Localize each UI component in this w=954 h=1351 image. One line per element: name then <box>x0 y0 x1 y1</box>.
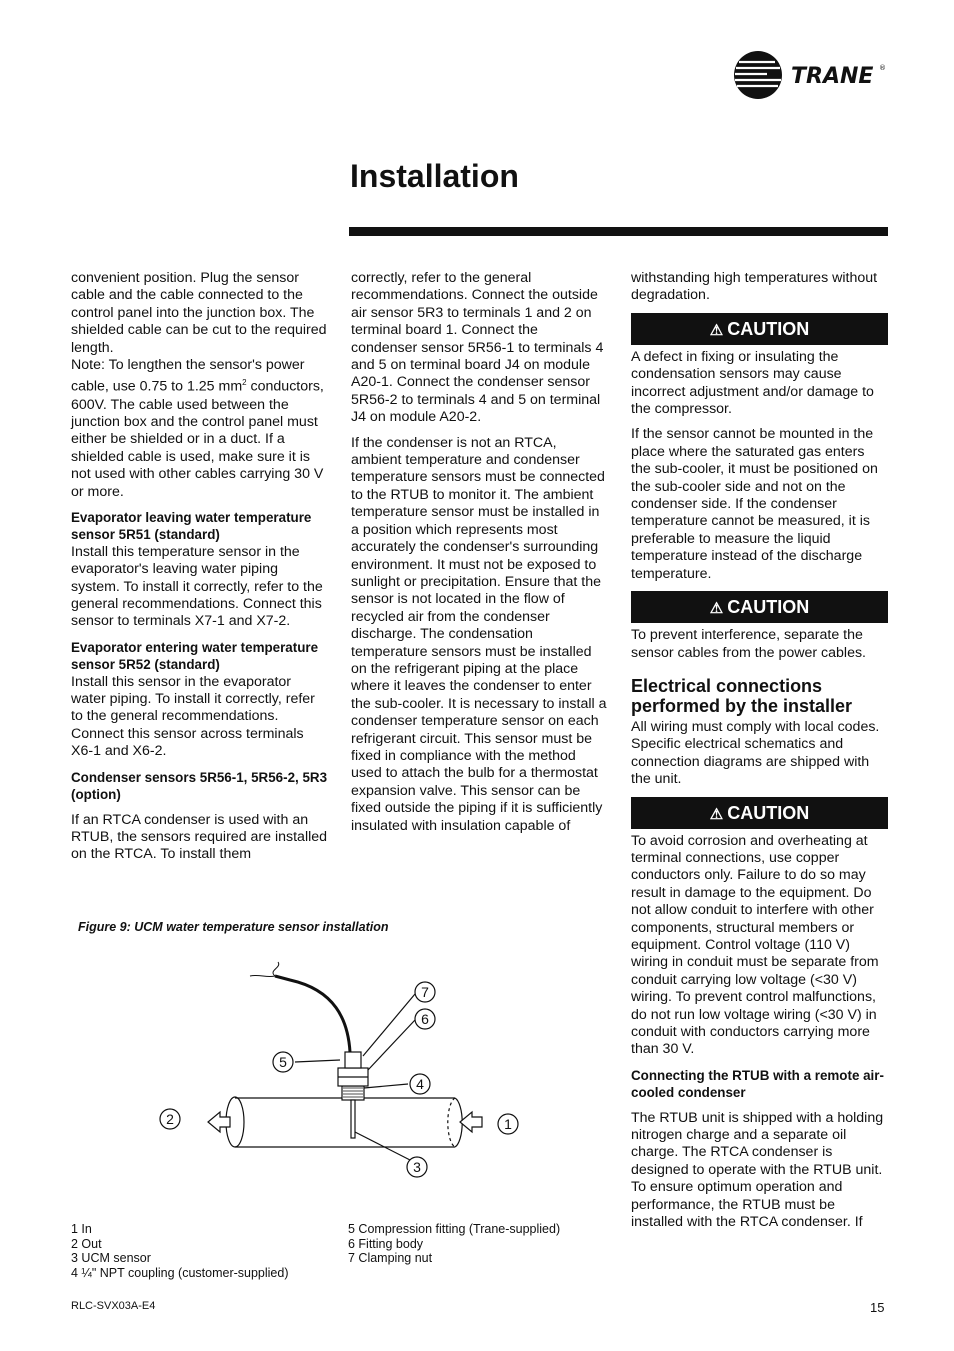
legend-item: 2 Out <box>71 1236 102 1251</box>
warning-icon: ⚠ <box>709 600 724 618</box>
legend-item: 7 Clamping nut <box>348 1251 433 1265</box>
subheading: Condenser sensors 5R56-1, 5R56-2, 5R3 (option) <box>71 769 328 803</box>
paragraph: A defect in fixing or insulating the condensation sensors may cause incorrect adjustment and/or damage to the compressor. <box>631 348 874 418</box>
paragraph: The RTUB unit is shipped with a holding nitrogen charge and a separate oil charge. The RTCA condenser is designed to operate with the RTUB unit. To ensure optimum operation and performance, the RTUB must be installed with the RTCA condenser. If <box>631 1109 884 1231</box>
callout-2: 2 <box>166 1111 174 1127</box>
caution-banner: ⚠ CAUTION <box>631 591 888 623</box>
page-number: 15 <box>870 1300 885 1315</box>
paragraph: Install this sensor in the evaporator water piping. To install it correctly, refer to the general recommendations. Connect this sensor across terminals X6-1 and X6-2. <box>71 673 315 760</box>
paragraph: If the sensor cannot be mounted in the place where the saturated gas enters the sub-cooler, it must be positioned on the sub-cooler side and not on the condenser side. If the condenser temperature cannot be measured, it is preferable to measure the liquid temperature instead of the discharge temperature. <box>631 426 878 582</box>
paragraph: If the condenser is not an RTCA, ambient temperature and condenser temperature sensors must be connected to the RTUB to monitor it. The ambient temperature sensor must be installed in a position which represents most accurately the condenser's surrounding environment. It must not be exposed to sunlight or precipitation. Ensure that the sensor is not located in the flow of recycled air from the condenser discharge. The condensation temperature sensors must be installed on the refrigerant piping at the place where it leaves the condenser to enter the sub-cooler. It is necessary to install a condenser temperature sensor on each refrigerant circuit. This sensor must be fixed in compliance with the method used to attach the bulb for a thermostat expansion valve. This sensor can be fixed outside the piping if it is sufficiently insulated with insulation capable of <box>351 434 607 834</box>
column-1 <box>71 270 329 872</box>
callout-4: 4 <box>416 1076 424 1092</box>
title-rule <box>349 227 888 236</box>
subheading: Evaporator leaving water temperature sensor 5R51 (standard) <box>71 510 312 543</box>
column-2 <box>351 270 607 843</box>
legend-item: 4 ¼" NPT coupling (customer-supplied) <box>71 1265 289 1280</box>
caution-banner: ⚠ CAUTION <box>631 797 888 829</box>
figure-legend-left <box>71 1222 289 1280</box>
caution-banner: ⚠ CAUTION <box>631 313 888 345</box>
subheading: Evaporator entering water temperature sensor 5R52 (standard) <box>71 639 319 673</box>
callout-5: 5 <box>279 1054 287 1070</box>
paragraph: Install this temperature sensor in the evaporator's leaving water piping system. To install it correctly, refer to the general recommendations. Connect this sensor to terminals X7-1 and X7-2. <box>71 543 323 630</box>
callout-1: 1 <box>504 1116 512 1132</box>
warning-icon: ⚠ <box>709 321 724 339</box>
trane-logo-text: TRANE <box>791 64 874 89</box>
figure-caption: Figure 9: UCM water temperature sensor installation <box>78 920 389 934</box>
paragraph: correctly, refer to the general recommendations. Connect the outside air sensor 5R3 to terminals 1 and 2 on terminal board 1. Connect the condenser sensor 5R56-1 to terminals 4 and 5 on terminal board J4 on module A20-1. Connect the condenser sensor 5R56-2 to terminals 4 and 5 on terminal J4 on module A20-2. <box>351 270 604 426</box>
figure-legend-right <box>348 1222 560 1266</box>
legend-item: 3 UCM sensor <box>71 1251 151 1265</box>
paragraph: To avoid corrosion and overheating at terminal connections, use copper conductors only. Failure to do so may result in damage to the equipment. Do not allow conduit to interfere with other components, structural members or equipment. Control voltage (110 V) wiring in conduit must be separate from conduit carrying low voltage (<30 V) wiring. To prevent control malfunctions, do not run low voltage wiring (<30 V) in conduit with conductors carrying more than 30 V. <box>631 832 879 1058</box>
legend-item: 5 Compression fitting (Trane-supplied) <box>348 1222 561 1236</box>
callout-7: 7 <box>421 984 429 1000</box>
legend-item: 6 Fitting body <box>348 1236 424 1251</box>
paragraph: withstanding high temperatures without degradation. <box>631 270 878 304</box>
section-heading: Electrical connections performed by the installer <box>631 675 853 716</box>
registered-mark: ® <box>879 64 886 72</box>
paragraph: All wiring must comply with local codes. Specific electrical schematics and connection diagrams are shipped with the unit. <box>631 718 880 788</box>
paragraph: If an RTCA condenser is used with an RTUB, the sensors required are installed on the RTCA. To install them <box>71 811 328 863</box>
page-title: Installation <box>350 158 519 194</box>
trane-logo <box>731 48 891 102</box>
paragraph: To prevent interference, separate the sensor cables from the power cables. <box>631 627 866 661</box>
callout-6: 6 <box>421 1011 429 1027</box>
document-id: RLC-SVX03A-E4 <box>71 1300 156 1312</box>
paragraph: convenient position. Plug the sensor cable and the cable connected to the control panel into the junction box. The shielded cable can be cut to the required length. <box>71 270 327 356</box>
subheading: Connecting the RTUB with a remote air-cooled condenser <box>631 1067 884 1101</box>
warning-icon: ⚠ <box>709 805 724 823</box>
legend-item: 1 In <box>71 1222 92 1236</box>
column-3 <box>631 270 888 1239</box>
callout-3: 3 <box>413 1159 421 1175</box>
note-paragraph: Note: To lengthen the sensor's power cable, use 0.75 to 1.25 $mm^2$ conductors, 600V. The cable used between the junction box and the control panel must either be shielded or in a duct. If a shielded cable is used, make sure it is not used with other cables carrying 30 V or more. <box>71 357 324 500</box>
sensor-installation-diagram <box>150 960 530 1190</box>
